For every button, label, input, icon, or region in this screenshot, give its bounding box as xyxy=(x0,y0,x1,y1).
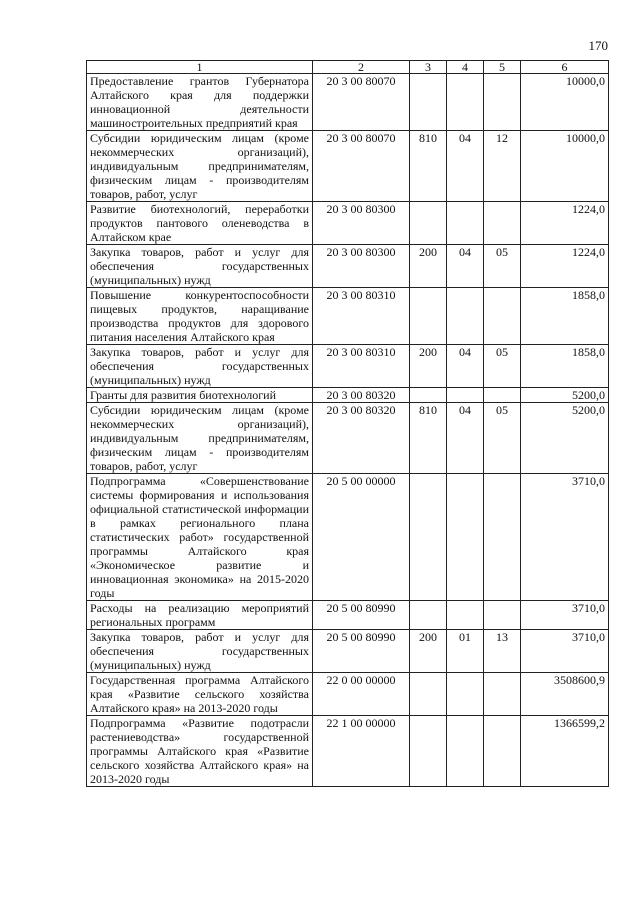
row-subsection: 05 xyxy=(484,345,521,388)
row-section xyxy=(447,74,484,131)
header-cell-sum: 6 xyxy=(521,61,609,74)
table-row xyxy=(87,245,609,288)
row-target-code: 22 1 00 00000 xyxy=(313,716,410,787)
row-section: 01 xyxy=(447,630,484,673)
row-target-code: 20 3 00 80310 xyxy=(313,288,410,345)
row-target-code: 22 0 00 00000 xyxy=(313,673,410,716)
row-expense-type xyxy=(410,288,447,345)
row-section xyxy=(447,288,484,345)
row-name: Расходы на реализацию мероприятий региональных программ xyxy=(87,601,313,630)
row-expense-type: 810 xyxy=(410,403,447,474)
row-amount: 1858,0 xyxy=(521,345,609,388)
row-target-code: 20 5 00 00000 xyxy=(313,474,410,601)
table-row xyxy=(87,131,609,202)
row-target-code: 20 5 00 80990 xyxy=(313,630,410,673)
row-expense-type: 200 xyxy=(410,630,447,673)
row-amount: 1858,0 xyxy=(521,288,609,345)
row-expense-type: 810 xyxy=(410,131,447,202)
row-subsection: 12 xyxy=(484,131,521,202)
header-cell-pr: 5 xyxy=(484,61,521,74)
row-amount: 3508600,9 xyxy=(521,673,609,716)
row-name: Гранты для развития биотехнологий xyxy=(87,388,313,403)
row-subsection: 13 xyxy=(484,630,521,673)
row-section xyxy=(447,601,484,630)
table-row xyxy=(87,403,609,474)
row-subsection xyxy=(484,388,521,403)
table-row xyxy=(87,288,609,345)
row-subsection xyxy=(484,202,521,245)
table-row xyxy=(87,630,609,673)
row-section: 04 xyxy=(447,403,484,474)
row-expense-type: 200 xyxy=(410,245,447,288)
row-amount: 1224,0 xyxy=(521,245,609,288)
row-subsection: 05 xyxy=(484,403,521,474)
header-cell-vr: 3 xyxy=(410,61,447,74)
row-subsection: 05 xyxy=(484,245,521,288)
header-cell-name: 1 xyxy=(87,61,313,74)
table-row xyxy=(87,716,609,787)
row-subsection xyxy=(484,74,521,131)
row-target-code: 20 3 00 80300 xyxy=(313,245,410,288)
row-amount: 3710,0 xyxy=(521,630,609,673)
row-subsection xyxy=(484,716,521,787)
row-subsection xyxy=(484,673,521,716)
table-row xyxy=(87,345,609,388)
row-section xyxy=(447,673,484,716)
row-amount: 1366599,2 xyxy=(521,716,609,787)
header-cell-csr: 2 xyxy=(313,61,410,74)
row-name: Закупка товаров, работ и услуг для обеспечения государственных (муниципальных) нужд xyxy=(87,630,313,673)
row-name: Развитие биотехнологий, переработки продуктов пантового оленеводства в Алтайском крае xyxy=(87,202,313,245)
row-expense-type xyxy=(410,202,447,245)
row-expense-type xyxy=(410,474,447,601)
row-target-code: 20 5 00 80990 xyxy=(313,601,410,630)
row-name: Закупка товаров, работ и услуг для обеспечения государственных (муниципальных) нужд xyxy=(87,245,313,288)
row-amount: 3710,0 xyxy=(521,474,609,601)
row-expense-type xyxy=(410,388,447,403)
row-amount: 5200,0 xyxy=(521,403,609,474)
row-target-code: 20 3 00 80310 xyxy=(313,345,410,388)
row-section: 04 xyxy=(447,245,484,288)
row-name: Государственная программа Алтайского края «Развитие сельского хозяйства Алтайского края» на 2013-2020 годы xyxy=(87,673,313,716)
row-section xyxy=(447,474,484,601)
row-amount: 5200,0 xyxy=(521,388,609,403)
row-name: Предоставление грантов Губернатора Алтайского края для поддержки инновационной деятельности машиностроительных предприятий края xyxy=(87,74,313,131)
row-section xyxy=(447,202,484,245)
table-row xyxy=(87,474,609,601)
row-subsection xyxy=(484,601,521,630)
row-name: Подпрограмма «Совершенствование системы формирования и использования официальной статистической информации в рамках регионального плана статистических работ» государственной программы Алтайского края «Экономическое развитие и инновационная экономика» на 2015-2020 годы xyxy=(87,474,313,601)
row-expense-type xyxy=(410,716,447,787)
row-name: Закупка товаров, работ и услуг для обеспечения государственных (муниципальных) нужд xyxy=(87,345,313,388)
row-section xyxy=(447,716,484,787)
row-expense-type xyxy=(410,74,447,131)
row-expense-type xyxy=(410,601,447,630)
row-amount: 3710,0 xyxy=(521,601,609,630)
row-section: 04 xyxy=(447,131,484,202)
table-row xyxy=(87,673,609,716)
table-row xyxy=(87,202,609,245)
row-name: Субсидии юридическим лицам (кроме некоммерческих организаций), индивидуальным предпринимателям, физическим лицам - производителям товаров, работ, услуг xyxy=(87,131,313,202)
row-expense-type xyxy=(410,673,447,716)
page-number: 170 xyxy=(588,38,608,53)
table-row xyxy=(87,74,609,131)
row-section xyxy=(447,388,484,403)
row-expense-type: 200 xyxy=(410,345,447,388)
table-row xyxy=(87,388,609,403)
row-subsection xyxy=(484,474,521,601)
row-target-code: 20 3 00 80070 xyxy=(313,131,410,202)
row-amount: 10000,0 xyxy=(521,131,609,202)
row-name: Субсидии юридическим лицам (кроме некоммерческих организаций), индивидуальным предпринимателям, физическим лицам - производителям товаров, работ, услуг xyxy=(87,403,313,474)
table-header-row xyxy=(87,61,609,74)
row-target-code: 20 3 00 80320 xyxy=(313,403,410,474)
row-amount: 10000,0 xyxy=(521,74,609,131)
table-row xyxy=(87,601,609,630)
row-name: Повышение конкурентоспособности пищевых продуктов, наращивание производства продуктов для здорового питания населения Алтайского края xyxy=(87,288,313,345)
row-name: Подпрограмма «Развитие подотрасли растениеводства» государственной программы Алтайского края «Развитие сельского хозяйства Алтайского края» на 2013-2020 годы xyxy=(87,716,313,787)
header-cell-rz: 4 xyxy=(447,61,484,74)
row-target-code: 20 3 00 80070 xyxy=(313,74,410,131)
row-amount: 1224,0 xyxy=(521,202,609,245)
row-section: 04 xyxy=(447,345,484,388)
row-target-code: 20 3 00 80320 xyxy=(313,388,410,403)
budget-table xyxy=(86,60,609,787)
row-target-code: 20 3 00 80300 xyxy=(313,202,410,245)
row-subsection xyxy=(484,288,521,345)
